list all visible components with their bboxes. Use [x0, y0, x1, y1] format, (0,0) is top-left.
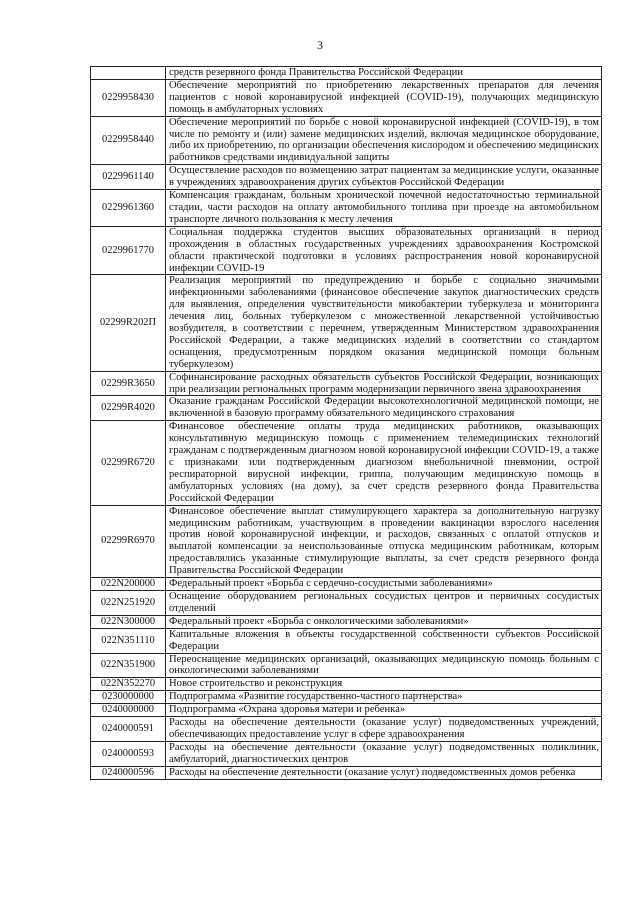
table-row [91, 421, 602, 505]
code-cell: 0240000593 [91, 741, 166, 766]
table-row [91, 766, 602, 779]
code-cell: 0230000000 [91, 691, 166, 704]
code-cell: 0229961770 [91, 226, 166, 275]
table-row [91, 678, 602, 691]
name-cell: Подпрограмма «Охрана здоровья матери и ребенка» [166, 704, 602, 717]
code-cell: 0229958440 [91, 116, 166, 165]
name-cell: Подпрограмма «Развитие государственно-частного партнерства» [166, 691, 602, 704]
name-cell: Оказание гражданам Российской Федерации высокотехнологичной медицинской помощи, не включенной в базовую программу обязательного медицинского страхования [166, 396, 602, 421]
name-cell: средств резервного фонда Правительства Российской Федерации [166, 67, 602, 80]
code-cell: 022N351900 [91, 653, 166, 678]
code-cell: 022N352270 [91, 678, 166, 691]
name-cell: Финансовое обеспечение выплат стимулирующего характера за дополнительную нагрузку медицинским работникам, участвующим в проведении вакцинации взрослого населения против новой коронавирусной инфекции, и расходов, связанных с оплатой отпусков и выплатой компенсации за неиспользованные отпуска медицинским работникам, которым предоставлялись указанные стимулирующие выплаты, за счет средств резервного фонда Правительства Российской Федерации [166, 505, 602, 577]
code-cell: 022N200000 [91, 578, 166, 591]
table-row [91, 590, 602, 615]
table-row [91, 704, 602, 717]
name-cell: Финансовое обеспечение оплаты труда медицинских работников, оказывающих консультативную медицинскую помощь с применением телемедицинских технологий гражданам с подтвержденным диагнозом новой коронавирусной инфекции COVID-19, а также с признаками или подтвержденным диагнозом внебольничной пневмонии, острой респираторной вирусной инфекции, гриппа, получающим медицинскую помощь в амбулаторных условиях (на дому), за счет средств резервного фонда Правительства Российской Федерации [166, 421, 602, 505]
name-cell: Оснащение оборудованием региональных сосудистых центров и первичных сосудистых отделений [166, 590, 602, 615]
code-cell: 0229961140 [91, 165, 166, 190]
code-cell: 0229958430 [91, 79, 166, 116]
table-row [91, 741, 602, 766]
code-cell: 022N300000 [91, 615, 166, 628]
code-cell: 02299R3650 [91, 371, 166, 396]
name-cell: Капитальные вложения в объекты государственной собственности субъектов Российской Федерации [166, 628, 602, 653]
name-cell: Расходы на обеспечение деятельности (оказание услуг) подведомственных поликлиник, амбулаторий, диагностических центров [166, 741, 602, 766]
page-number: 3 [317, 38, 323, 52]
code-cell: 0240000591 [91, 717, 166, 742]
name-cell: Расходы на обеспечение деятельности (оказание услуг) подведомственных учреждений, обеспечивающих предоставление услуг в сфере здравоохранения [166, 717, 602, 742]
table-row [91, 165, 602, 190]
table-row [91, 79, 602, 116]
table-row [91, 116, 602, 165]
name-cell: Федеральный проект «Борьба с онкологическими заболеваниями» [166, 615, 602, 628]
name-cell: Осуществление расходов по возмещению затрат пациентам за медицинские услуги, оказанные в учреждениях здравоохранения других субъектов Российской Федерации [166, 165, 602, 190]
name-cell: Реализация мероприятий по предупреждению и борьбе с социально значимыми инфекционными заболеваниями (финансовое обеспечение закупок диагностических средств для выявления, определения чувствительности микобактерии туберкулеза и мониторинга лечения лиц, больных туберкулезом с множественной лекарственной устойчивостью возбудителя, в соответствии с перечнем, утвержденным Министерством здравоохранения Российской Федерации, а также медицинских изделий в соответствии со стандартом оснащения, предусмотренным порядком оказания медицинской помощи больным туберкулезом) [166, 275, 602, 371]
table-row [91, 67, 602, 80]
table-row [91, 578, 602, 591]
name-cell: Федеральный проект «Борьба с сердечно-сосудистыми заболеваниями» [166, 578, 602, 591]
code-cell [91, 67, 166, 80]
name-cell: Расходы на обеспечение деятельности (оказание услуг) подведомственных домов ребенка [166, 766, 602, 779]
table-row [91, 653, 602, 678]
code-cell: 02299R4020 [91, 396, 166, 421]
table-row [91, 371, 602, 396]
code-cell: 02299R202П [91, 275, 166, 371]
table-row [91, 717, 602, 742]
code-cell: 022N251920 [91, 590, 166, 615]
table-row [91, 628, 602, 653]
name-cell: Переоснащение медицинских организаций, оказывающих медицинскую помощь больным с онкологическими заболеваниями [166, 653, 602, 678]
table-row [91, 275, 602, 371]
name-cell: Новое строительство и реконструкция [166, 678, 602, 691]
table-row [91, 226, 602, 275]
name-cell: Софинансирование расходных обязательств субъектов Российской Федерации, возникающих при реализации региональных программ модернизации первичного звена здравоохранения [166, 371, 602, 396]
code-cell: 0240000596 [91, 766, 166, 779]
code-cell: 02299R6970 [91, 505, 166, 577]
name-cell: Компенсация гражданам, больным хронической почечной недостаточностью терминальной стадии, части расходов на оплату автомобильного топлива при проезде на автомобильном транспорте личного пользования к месту лечения [166, 190, 602, 227]
code-cell: 02299R6720 [91, 421, 166, 505]
table-row [91, 691, 602, 704]
code-cell: 0240000000 [91, 704, 166, 717]
table-row [91, 505, 602, 577]
table-row [91, 190, 602, 227]
table-row [91, 396, 602, 421]
name-cell: Обеспечение мероприятий по приобретению лекарственных препаратов для лечения пациентов с новой коронавирусной инфекцией (COVID-19), получающих медицинскую помощь в амбулаторных условиях [166, 79, 602, 116]
code-cell: 0229961360 [91, 190, 166, 227]
name-cell: Социальная поддержка студентов высших образовательных организаций в период прохождения в областных государственных учреждениях здравоохранения Костромской области практической подготовки в условиях распространения новой коронавирусной инфекции COVID-19 [166, 226, 602, 275]
table-row [91, 615, 602, 628]
budget-classification-table [90, 66, 602, 780]
name-cell: Обеспечение мероприятий по борьбе с новой коронавирусной инфекцией (COVID-19), в том числе по ремонту и (или) замене медицинских изделий, включая медицинское оборудование, либо их приобретению, по организации обеспечения кислородом и обеспечению медицинских работников средствами индивидуальной защиты [166, 116, 602, 165]
code-cell: 022N351110 [91, 628, 166, 653]
